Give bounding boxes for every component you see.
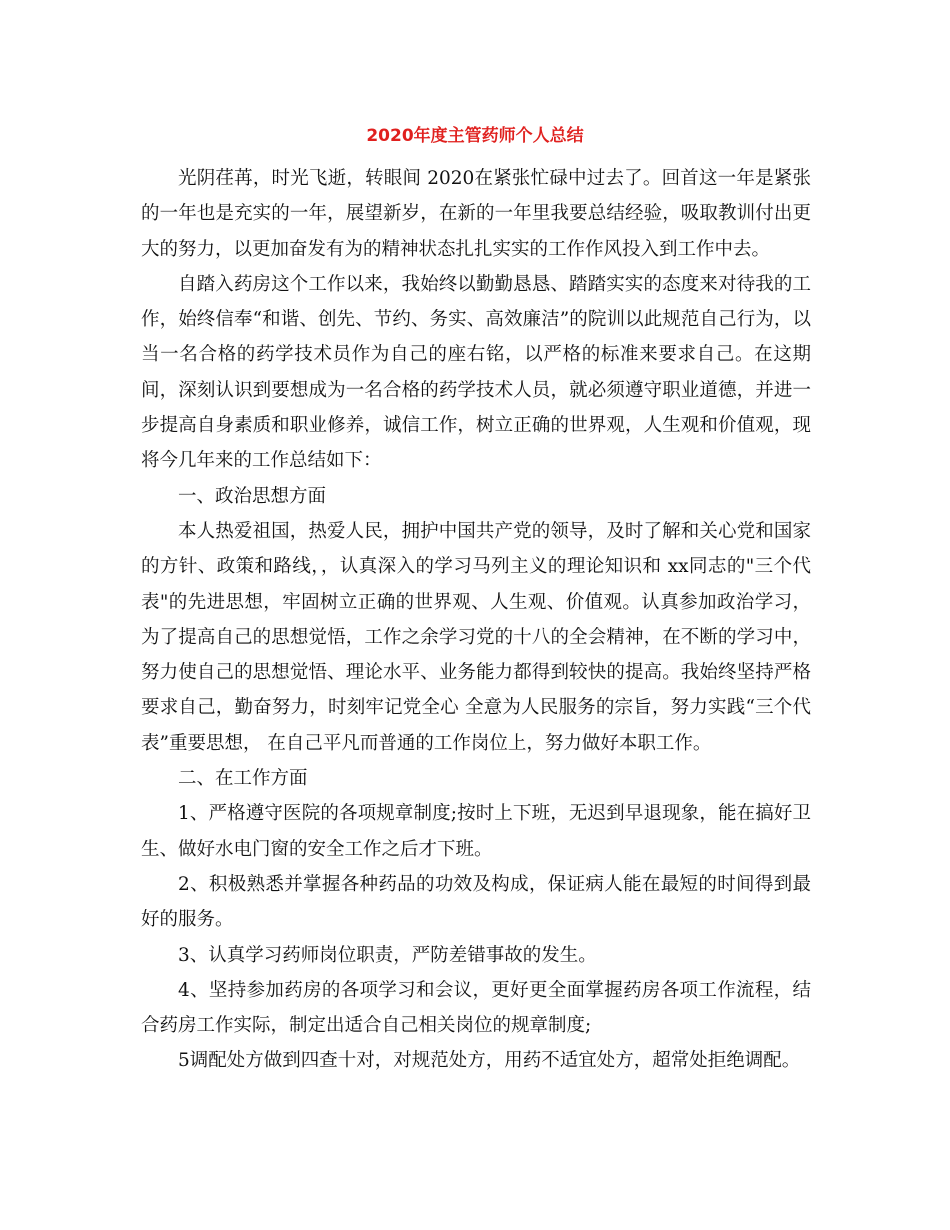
document-body <box>141 161 811 1079</box>
section-heading-politics: 一、政治思想方面 <box>178 485 327 507</box>
section-heading-work: 二、在工作方面 <box>178 768 308 790</box>
list-item-work-5: 5调配处方做到四查十对，对规范处方，用药不适宜处方，超常处拒绝调配。 <box>178 1050 801 1072</box>
list-item-work-1: 1、严格遵守医院的各项规章制度;按时上下班，无迟到早退现象，能在搞好卫生、做好水电门窗的安全工作之后才下班。 <box>141 803 811 860</box>
paragraph-attitude: 自踏入药房这个工作以来，我始终以勤勤恳恳、踏踏实实的态度来对待我的工作，始终信奉“和谐、创先、节约、务实、高效廉洁”的院训以此规范自己行为，以当一名合格的药学技术员作为自己的座右铭，以严格的标准来要求自己。在这期间，深刻认识到要想成为一名合格的药学技术人员，就必须遵守职业道德，并进一步提高自身素质和职业修养，诚信工作，树立正确的世界观，人生观和价值观，现将今几年来的工作总结如下： <box>141 273 811 472</box>
list-item-work-3: 3、认真学习药师岗位职责，严防差错事故的发生。 <box>178 944 597 966</box>
paragraph-intro: 光阴荏苒，时光飞逝，转眼间 2020在紧张忙碌中过去了。回首这一年是紧张的一年也是充实的一年，展望新岁，在新的一年里我要总结经验，吸取教训付出更大的努力，以更加奋发有为的精神状态扎扎实实的工作作风投入到工作中去。 <box>141 168 811 260</box>
list-item-work-4: 4、坚持参加药房的各项学习和会议，更好更全面掌握药房各项工作流程，结合药房工作实际，制定出适合自己相关岗位的规章制度; <box>141 979 811 1037</box>
list-item-work-2: 2、积极熟悉并掌握各种药品的功效及构成，保证病人能在最短的时间得到最好的服务。 <box>141 873 811 931</box>
document-title: 2020年度主管药师个人总结 <box>366 126 584 146</box>
paragraph-politics: 本人热爱祖国，热爱人民，拥护中国共产党的领导，及时了解和关心党和国家的方针、政策和路线，，认真深入的学习马列主义的理论知识和 xx同志的"三个代表"的先进思想，牢固树立正确的世界观、人生观、价值观。认真参加政治学习，为了提高自己的思想觉悟，工作之余学习党的十八的全会精神，在不断的学习中，努力使自己的思想觉悟、理论水平、业务能力都得到较快的提高。我始终坚持严格要求自己，勤奋努力，时刻牢记党全心 全意为人民服务的宗旨，努力实践“三个代表”重要思想， 在自己平凡而普通的工作岗位上，努力做好本职工作。 <box>141 520 811 754</box>
